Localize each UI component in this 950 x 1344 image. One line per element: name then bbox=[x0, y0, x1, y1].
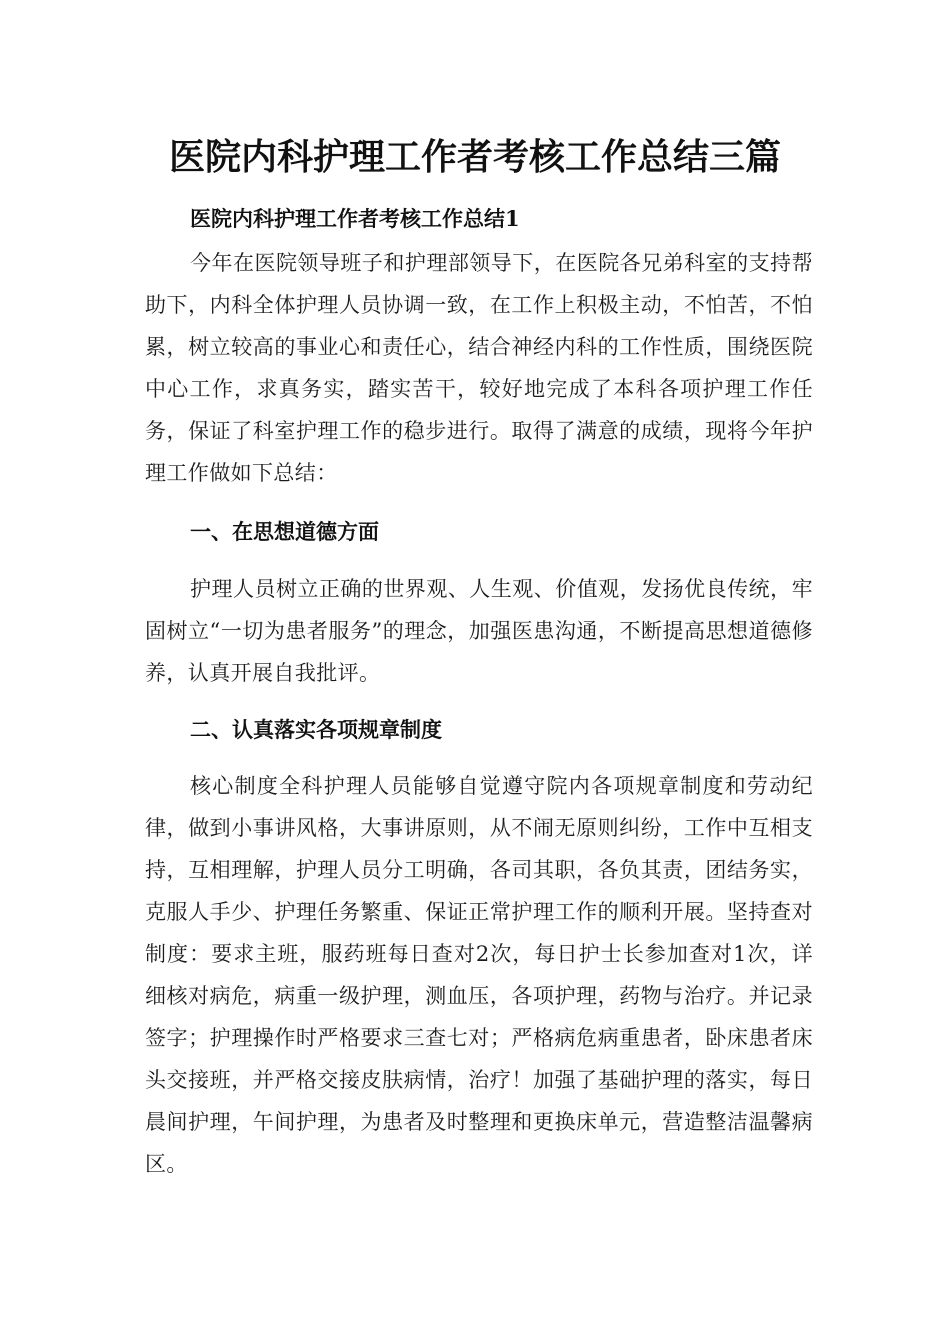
section-2-heading: 二、认真落实各项规章制度 bbox=[190, 717, 442, 742]
section-1-heading: 一、在思想道德方面 bbox=[190, 519, 379, 544]
document-subtitle: 医院内科护理工作者考核工作总结1 bbox=[190, 206, 520, 231]
intro-paragraph: 今年在医院领导班子和护理部领导下，在医院各兄弟科室的支持帮助下，内科全体护理人员协调一致，在工作上积极主动，不怕苦，不怕累，树立较高的事业心和责任心，结合神经内科的工作性质，围绕医院中心工作，求真务实，踏实苦干，较好地完成了本科各项护理工作任务，保证了科室护理工作的稳步进行。取得了满意的成绩，现将今年护理工作做如下总结： bbox=[145, 251, 813, 485]
section-1-paragraph: 护理人员树立正确的世界观、人生观、价值观，发扬优良传统，牢固树立“一切为患者服务”的理念，加强医患沟通，不断提高思想道德修养，认真开展自我批评。 bbox=[145, 577, 813, 685]
section-2-paragraph: 核心制度全科护理人员能够自觉遵守院内各项规章制度和劳动纪律，做到小事讲风格，大事讲原则，从不闹无原则纠纷，工作中互相支持，互相理解，护理人员分工明确，各司其职，各负其责，团结务实，克服人手少、护理任务繁重、保证正常护理工作的顺利开展。坚持查对制度：要求主班，服药班每日查对2次，每日护士长参加查对1次，详细核对病危，病重一级护理，测血压，各项护理，药物与治疗。并记录签字；护理操作时严格要求三查七对；严格病危病重患者，卧床患者床头交接班，并严格交接皮肤病情，治疗！加强了基础护理的落实，每日晨间护理，午间护理，为患者及时整理和更换床单元，营造整洁温馨病区。 bbox=[145, 774, 813, 1176]
document-title: 医院内科护理工作者考核工作总结三篇 bbox=[168, 137, 781, 178]
